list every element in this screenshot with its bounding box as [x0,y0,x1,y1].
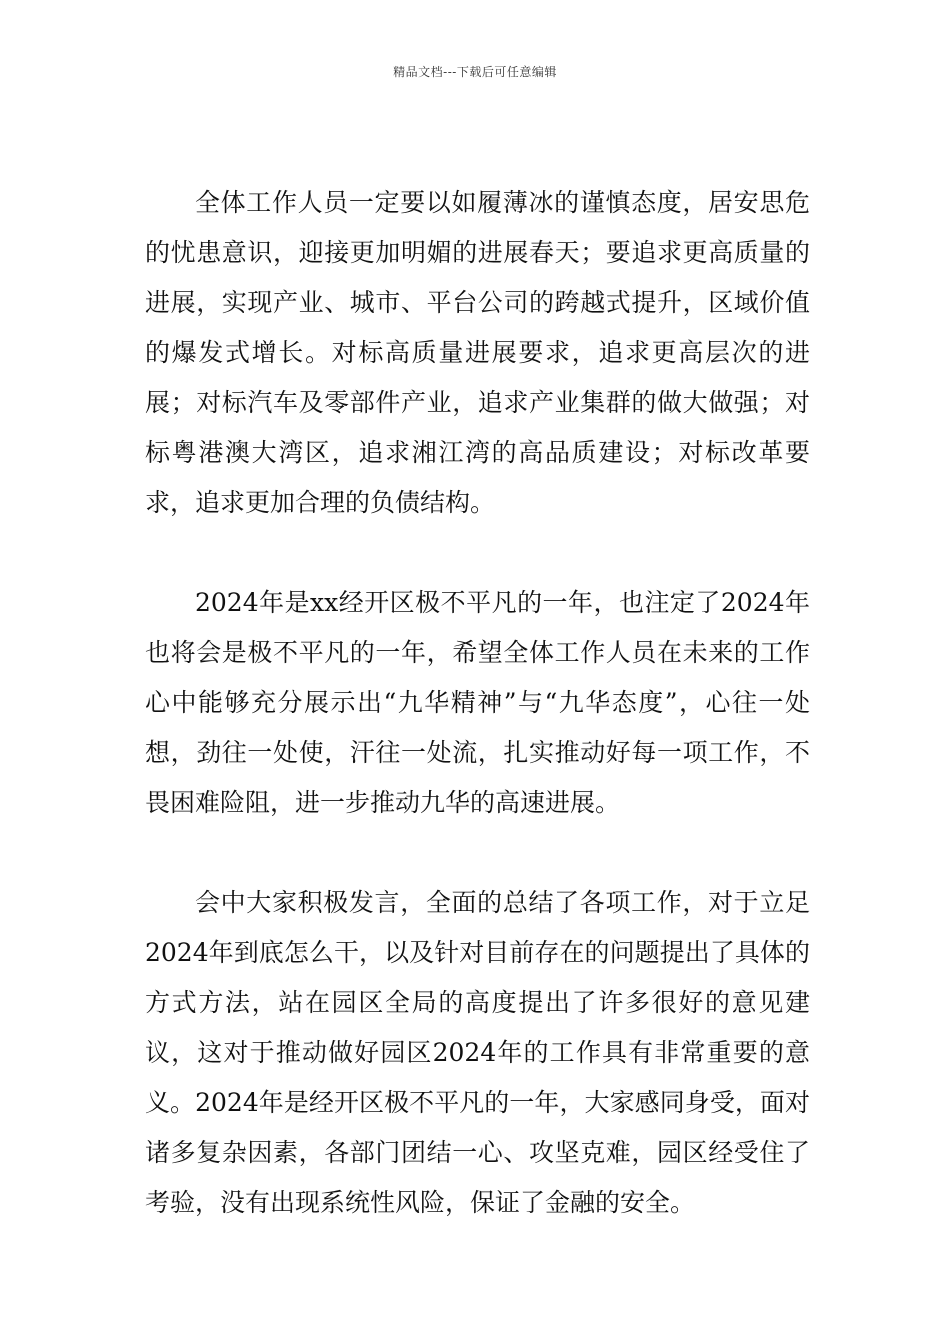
page-header: 精品文档---下载后可任意编辑 [393,65,557,79]
paragraph: 2024年是xx经开区极不平凡的一年，也注定了2024年也将会是极不平凡的一年，希望全体工作人员在未来的工作心中能够充分展示出“九华精神”与“九华态度”，心往一处想，劲往一处使，汗往一处流，扎实推动好每一项工作，不畏困难险阻，进一步推动九华的高速进展。 [145,588,810,817]
paragraph: 会中大家积极发言，全面的总结了各项工作，对于立足2024年到底怎么干，以及针对目前存在的问题提出了具体的方式方法，站在园区全局的高度提出了许多很好的意见建议，这对于推动做好园区2024年的工作具有非常重要的意义。2024年是经开区极不平凡的一年，大家感同身受，面对诸多复杂因素，各部门团结一心、攻坚克难，园区经受住了考验，没有出现系统性风险，保证了金融的安全。 [145,888,810,1217]
document-body [145,178,810,1228]
paragraph: 全体工作人员一定要以如履薄冰的谨慎态度，居安思危的忧患意识，迎接更加明媚的进展春天；要追求更高质量的进展，实现产业、城市、平台公司的跨越式提升，区域价值的爆发式增长。对标高质量进展要求，追求更高层次的进展；对标汽车及零部件产业，追求产业集群的做大做强；对标粤港澳大湾区，追求湘江湾的高品质建设；对标改革要求，追求更加合理的负债结构。 [145,188,810,517]
